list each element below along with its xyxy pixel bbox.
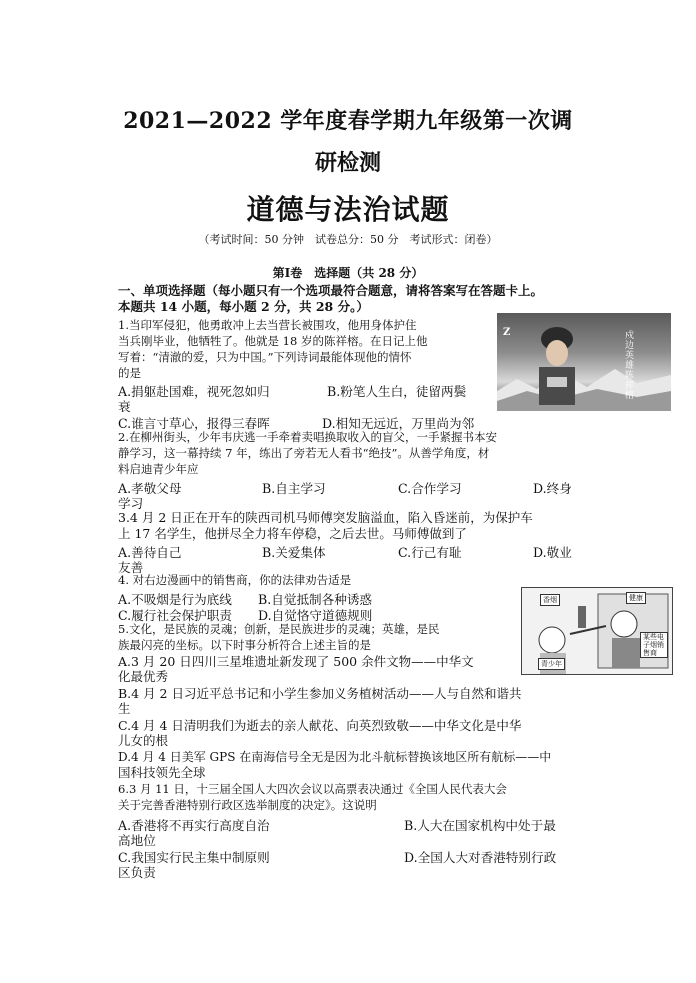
cartoon-tag-tobacco: 香烟 (540, 594, 560, 606)
q1-option-c: C.谁言寸草心，报得三春晖 (118, 416, 270, 431)
q6-option-d: D.全国人大对香港特别行政 (404, 850, 557, 865)
photo-caption: 戍边英雄 陈祥榕 (625, 331, 635, 401)
q1-option-b: B.粉笔人生白，徒留两鬓 (327, 384, 467, 399)
q1-option-b-cont: 衰 (118, 399, 131, 414)
q2-line3: 料启迪青少年应 (118, 462, 199, 476)
q2-line2: 静学习，这一幕持续 7 年，练出了旁若无人看书“绝技”。从善学角度，材 (118, 446, 490, 460)
section-title: 第Ⅰ卷 选择题（共 28 分） (272, 266, 424, 280)
q1-line4: 的是 (118, 366, 141, 380)
q6-option-a: A.香港将不再实行高度自治 (118, 818, 270, 833)
cartoon-tag-health: 健康 (626, 592, 646, 604)
q2-line1: 2.在柳州街头，少年韦庆逃一手牵着卖唱换取收入的盲父，一手紧握书本安 (118, 430, 497, 444)
q1-line1: 1.当印军侵犯，他勇敢冲上去当营长被围攻，他用身体护住 (118, 318, 417, 332)
soldier-photo (497, 313, 671, 411)
q2-option-a: A.孝敬父母 (118, 481, 182, 496)
soldier-figure (535, 325, 579, 405)
q2-option-d-cont: 学习 (118, 496, 144, 511)
q5-option-b-cont: 生 (118, 701, 131, 716)
q4-line1: 4. 对右边漫画中的销售商，你的法律劝告适是 (118, 573, 352, 587)
exam-title-line2: 研检测 (314, 150, 381, 176)
q3-option-b: B.关爱集体 (262, 545, 326, 560)
q4-option-b: B.自觉抵制各种诱惑 (258, 592, 373, 607)
q5-option-b: B.4 月 2 日习近平总书记和小学生参加义务植树活动——人与自然和谐共 (118, 686, 522, 701)
exam-title-line1: 2021—2022 学年度春学期九年级第一次调 (123, 108, 573, 134)
channel-logo: Z (503, 327, 511, 338)
q6-line2: 关于完善香港特别行政区选举制度的决定》。这说明 (118, 798, 377, 812)
q3-line2: 上 17 名学生，他拼尽全力将车停稳，之后去世。马师傅做到了 (118, 526, 467, 541)
q1-option-d: D.相知无远近，万里尚为邻 (322, 416, 475, 431)
q5-option-a: A.3 月 20 日四川三星堆遗址新发现了 500 余件文物——中华文 (118, 654, 474, 669)
q6-option-b: B.人大在国家机构中处于最 (404, 818, 556, 833)
q6-line1: 6.3 月 11 日，十三届全国人大四次会议以高票表决通过《全国人民代表大会 (118, 782, 507, 796)
q6-option-b-cont: 高地位 (118, 833, 156, 848)
q3-option-c: C.行己有耻 (398, 545, 462, 560)
exam-info: （考试时间：50 分钟 试卷总分：50 分 考试形式：闭卷） (198, 233, 498, 246)
q3-line1: 3.4 月 2 日正在开车的陕西司机马师傅突发脑溢血，陷入昏迷前，为保护车 (118, 510, 533, 525)
q6-option-d-cont: 区负责 (118, 865, 156, 880)
q2-option-b: B.自主学习 (262, 481, 326, 496)
instruction-line1: 一、单项选择题（每小题只有一个选项最符合题意，请将答案写在答题卡上。 (118, 283, 544, 298)
q5-option-d-cont: 国科技领先全球 (118, 765, 206, 780)
q3-option-d: D.敬业 (533, 545, 572, 560)
q4-option-d: D.自觉恪守道德规则 (258, 608, 373, 623)
q2-option-d: D.终身 (533, 481, 572, 496)
cartoon-tag-seller: 某些电子烟销售商 (640, 632, 668, 658)
q2-option-c: C.合作学习 (398, 481, 462, 496)
q3-option-d-cont: 友善 (118, 560, 144, 575)
q5-line2: 族最闪亮的坐标。以下时事分析符合上述主旨的是 (118, 638, 371, 652)
q4-option-c: C.履行社会保护职责 (118, 608, 232, 623)
q3-option-a: A.善待自己 (118, 545, 182, 560)
q6-option-c: C.我国实行民主集中制原则 (118, 850, 270, 865)
q1-line3: 写着：“清澈的爱，只为中国。”下列诗词最能体现他的情怀 (118, 350, 412, 364)
q5-option-c: C.4 月 4 日清明我们为逝去的亲人献花、向英烈致敬——中华文化是中华 (118, 718, 522, 733)
q1-line2: 当兵刚毕业，他牺牲了。他就是 18 岁的陈祥榕。在日记上他 (118, 334, 428, 348)
cartoon-image (521, 587, 673, 675)
cartoon-tag-teen: 青少年 (538, 658, 565, 670)
q5-option-d: D.4 月 4 日美军 GPS 在南海信号全无是因为北斗航标替换该地区所有航标——中 (118, 750, 552, 764)
mountain-graphic (497, 361, 671, 411)
q4-option-a: A.不吸烟是行为底线 (118, 592, 232, 607)
subject-title: 道德与法治试题 (246, 193, 450, 226)
instruction-line2: 本题共 14 小题，每小题 2 分，共 28 分。） (118, 299, 369, 314)
q1-option-a: A.捐躯赴国难，视死忽如归 (118, 384, 270, 399)
q5-option-c-cont: 儿女的根 (118, 733, 169, 748)
q5-option-a-cont: 化最优秀 (118, 669, 169, 684)
q5-line1: 5.文化，是民族的灵魂；创新，是民族进步的灵魂；英雄，是民 (118, 622, 440, 636)
